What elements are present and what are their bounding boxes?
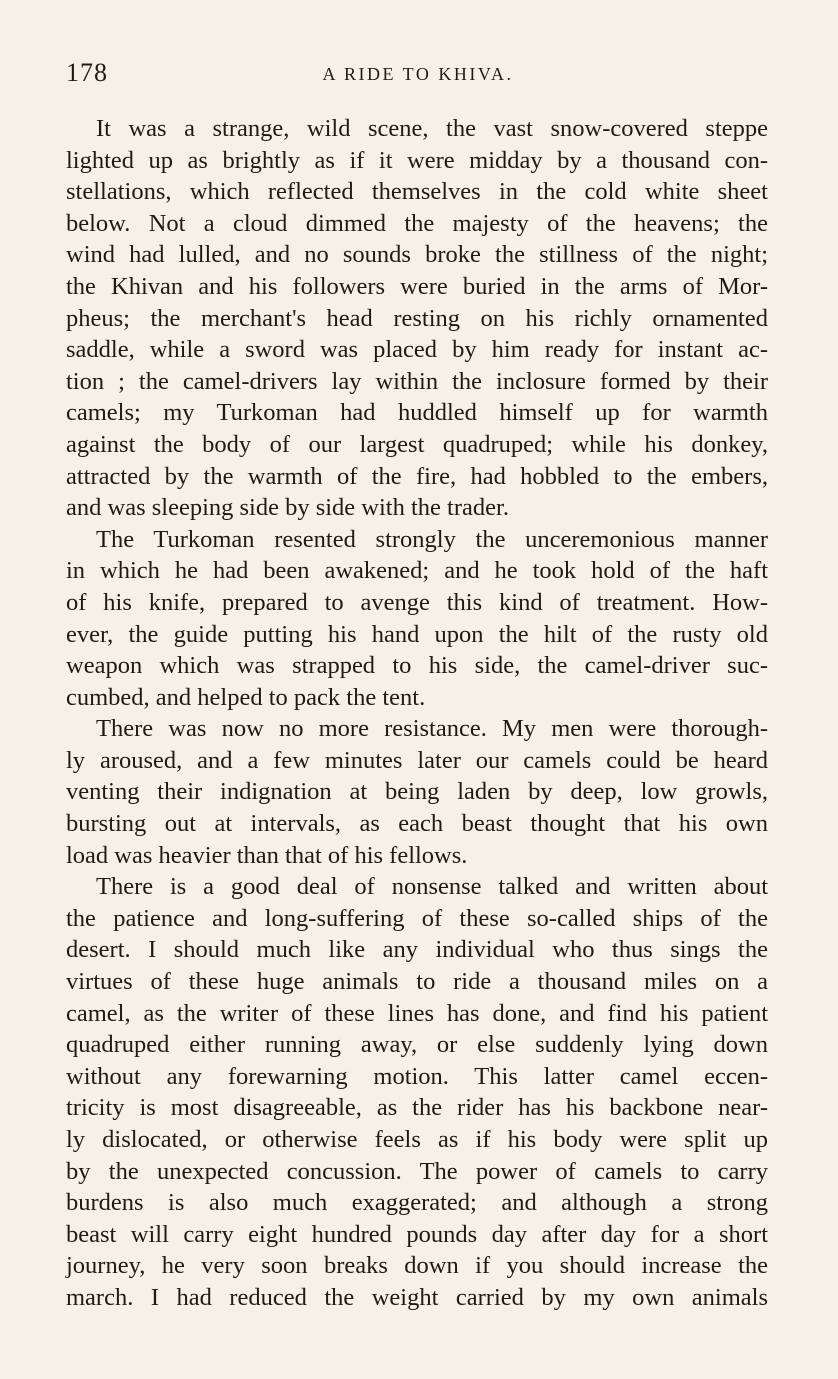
running-title: A RIDE TO KHIVA.	[322, 64, 514, 84]
text-line: ever, the guide putting his hand upon the hilt of the rusty old	[66, 620, 768, 648]
text-line: ly aroused, and a few minutes later our camels could be heard	[66, 746, 768, 774]
text-line: saddle, while a sword was placed by him ready for instant ac-	[66, 336, 768, 364]
text-line: tion ; the camel-drivers lay within the inclosure formed by their	[66, 367, 768, 395]
text-line: the patience and long-suffering of these so-called ships of the	[66, 904, 768, 932]
text-line: load was heavier than that of his fellows.	[66, 841, 468, 869]
text-line: pheus; the merchant's head resting on his richly ornamented	[66, 304, 768, 332]
text-line: by the unexpected concussion. The power of camels to carry	[66, 1157, 768, 1185]
text-line: in which he had been awakened; and he took hold of the haft	[66, 557, 768, 585]
text-line: attracted by the warmth of the fire, had hobbled to the embers,	[66, 462, 768, 490]
text-line: weapon which was strapped to his side, the camel-driver suc-	[66, 652, 768, 680]
text-line: burdens is also much exaggerated; and although a strong	[66, 1189, 768, 1217]
text-line: ly dislocated, or otherwise feels as if his body were split up	[66, 1126, 768, 1153]
text-line: against the body of our largest quadruped; while his donkey,	[66, 430, 768, 458]
text-line: bursting out at intervals, as each beast thought that his own	[66, 810, 768, 838]
text-line: The Turkoman resented strongly the unceremonious manner	[96, 525, 768, 553]
text-line: camels; my Turkoman had huddled himself up for warmth	[66, 399, 768, 427]
text-line: venting their indignation at being laden by deep, low growls,	[66, 778, 768, 806]
text-line: of his knife, prepared to avenge this kind of treatment. How-	[66, 588, 768, 616]
text-line: lighted up as brightly as if it were midday by a thousand con-	[66, 146, 768, 174]
text-line: camel, as the writer of these lines has done, and find his patient	[66, 999, 768, 1027]
text-line: wind had lulled, and no sounds broke the stillness of the night;	[66, 241, 768, 269]
text-line: journey, he very soon breaks down if you should increase the	[66, 1252, 768, 1280]
text-line: virtues of these huge animals to ride a thousand miles on a	[66, 968, 768, 996]
page-number: 178	[66, 58, 108, 87]
text-line: quadruped either running away, or else suddenly lying down	[66, 1031, 768, 1059]
text-line: cumbed, and helped to pack the tent.	[66, 683, 426, 711]
running-head	[66, 58, 770, 92]
text-line: desert. I should much like any individual who thus sings the	[66, 936, 768, 964]
text-line: There was now no more resistance. My men were thorough-	[96, 715, 768, 743]
text-line: the Khivan and his followers were buried in the arms of Mor-	[66, 272, 768, 300]
text-line: and was sleeping side by side with the trader.	[66, 494, 509, 522]
text-line: There is a good deal of nonsense talked and written about	[96, 873, 768, 901]
body-text	[66, 113, 768, 1314]
text-line: below. Not a cloud dimmed the majesty of the heavens; the	[66, 209, 768, 237]
text-line: It was a strange, wild scene, the vast snow-covered steppe	[96, 115, 768, 142]
text-line: beast will carry eight hundred pounds day after day for a short	[66, 1220, 768, 1248]
text-line: stellations, which reflected themselves in the cold white sheet	[66, 178, 768, 206]
text-line: without any forewarning motion. This latter camel eccen-	[66, 1062, 768, 1090]
text-line: march. I had reduced the weight carried by my own animals	[66, 1283, 768, 1311]
text-line: tricity is most disagreeable, as the rider has his backbone near-	[66, 1094, 768, 1122]
